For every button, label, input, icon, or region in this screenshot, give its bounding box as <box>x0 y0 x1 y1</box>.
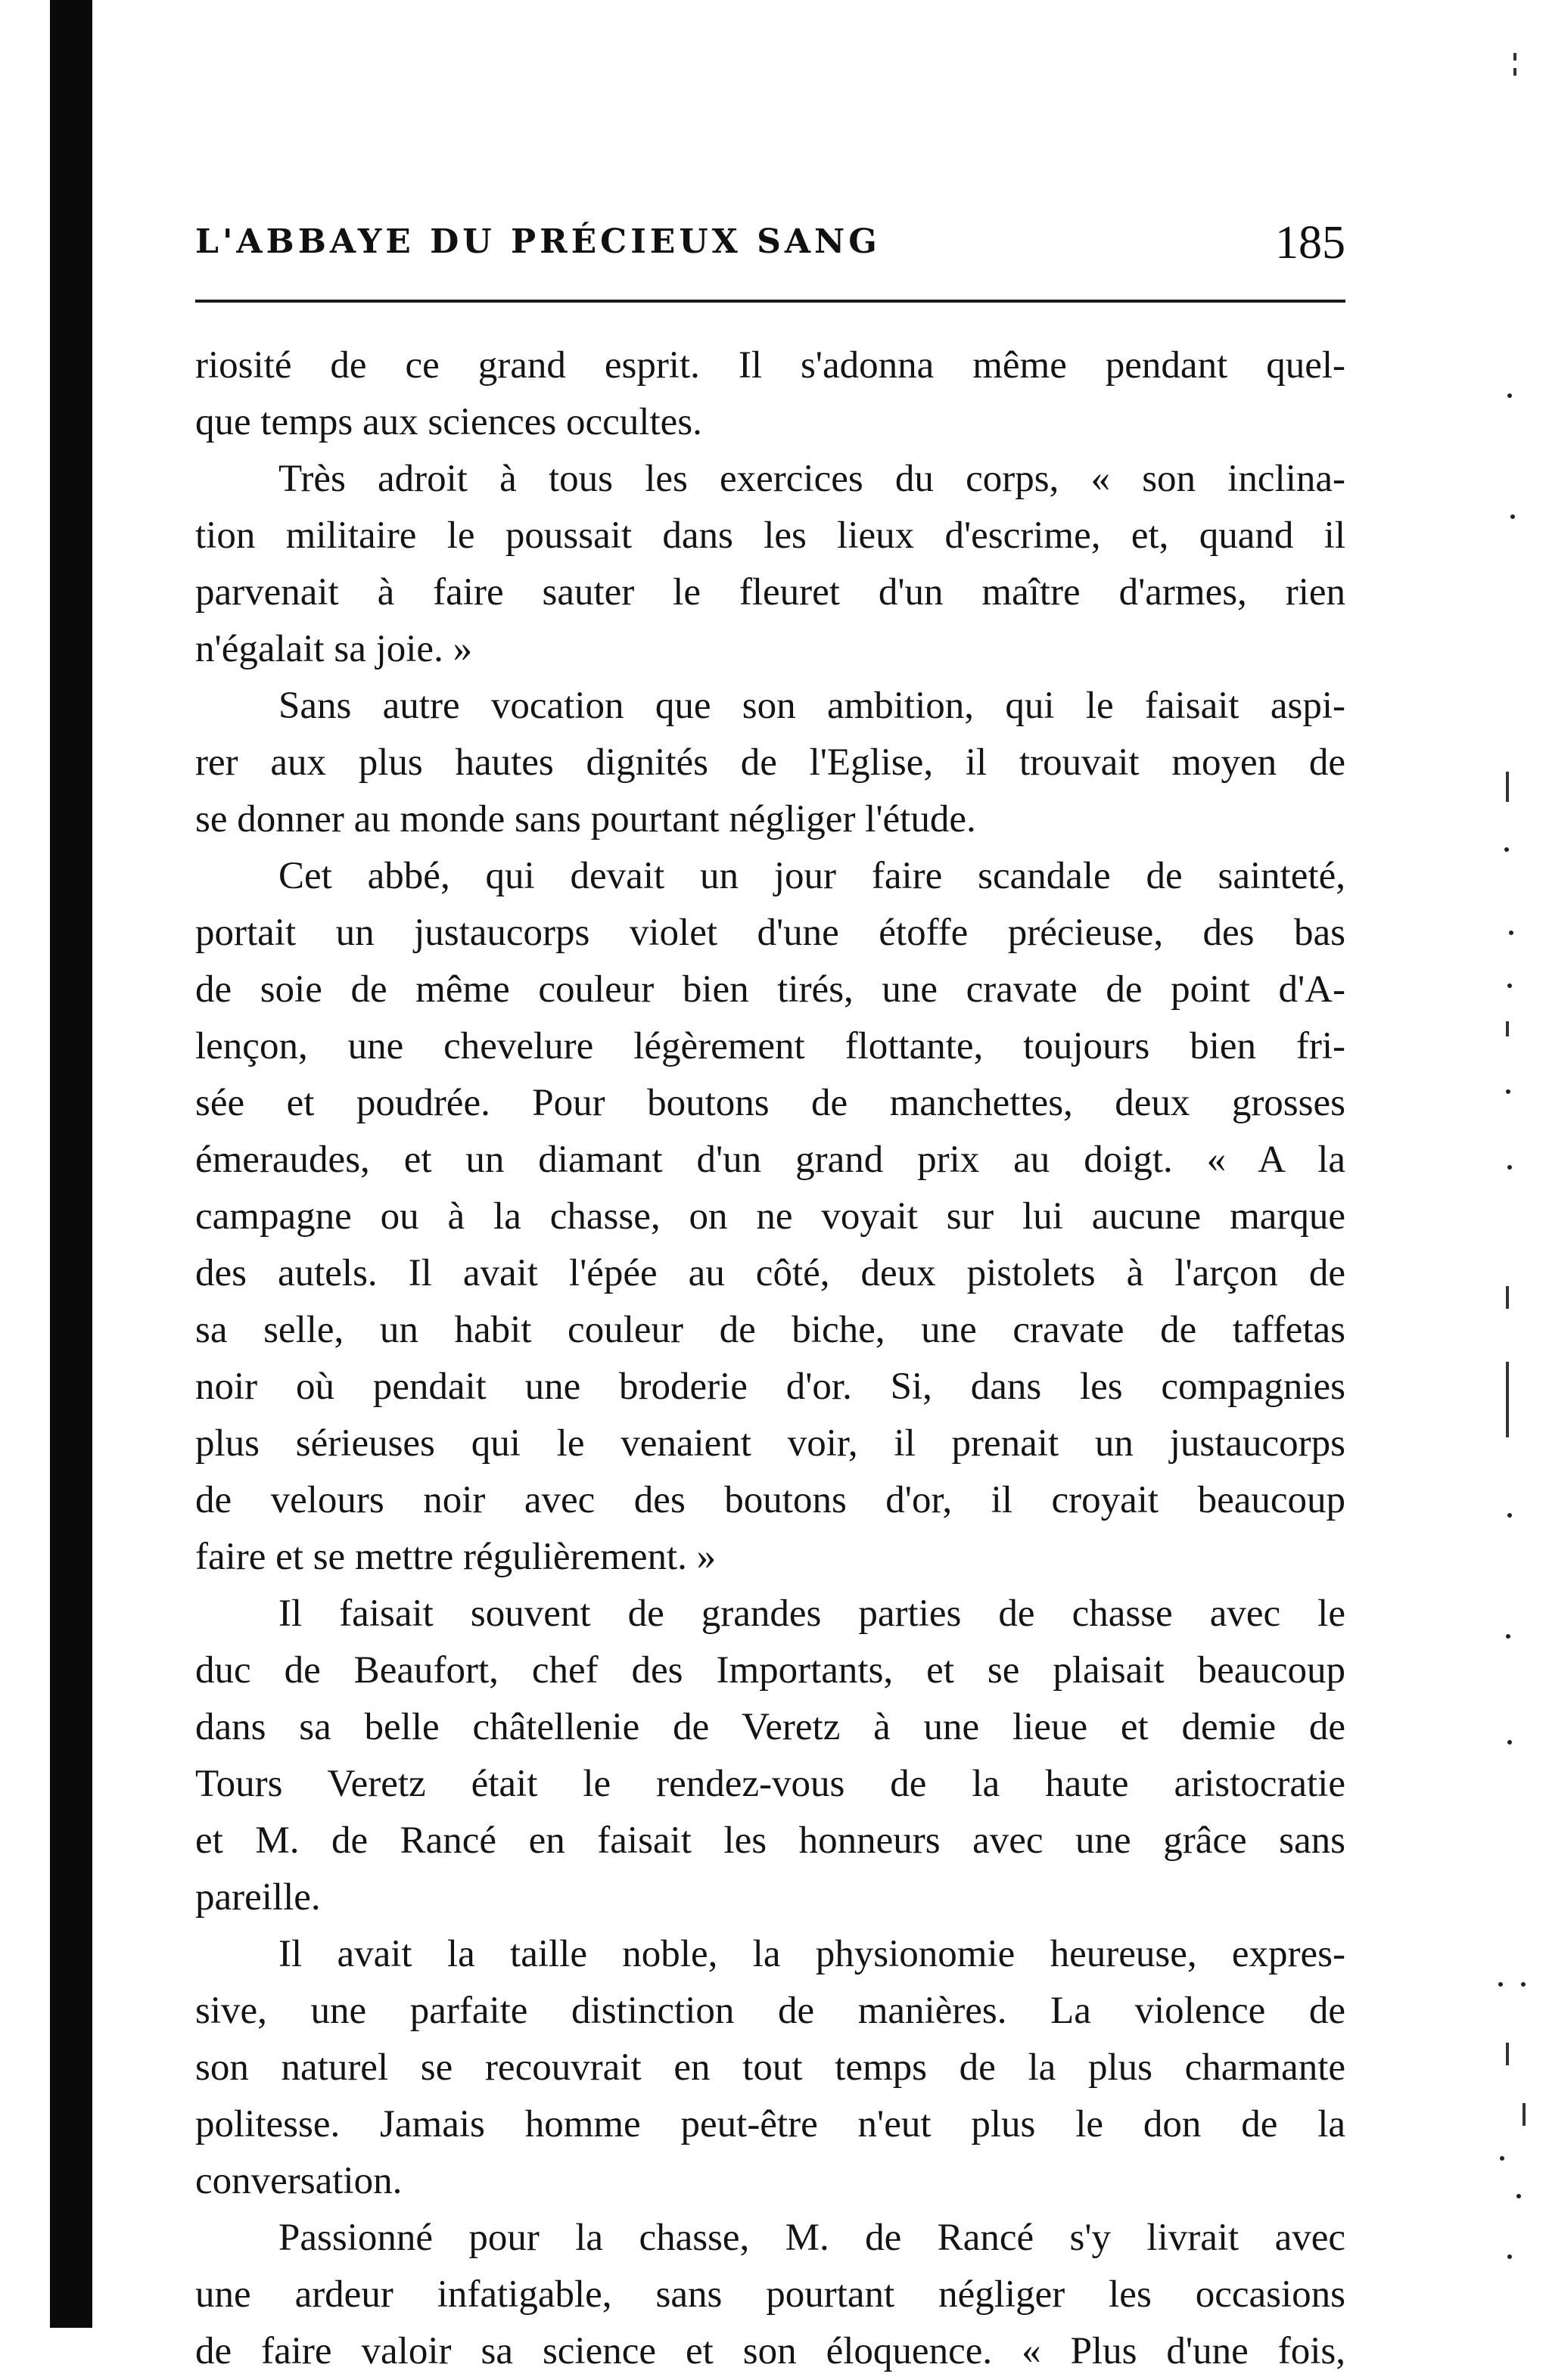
text-line: parvenait à faire sauter le fleuret d'un maître d'armes, rien <box>195 571 1345 614</box>
text-line: une ardeur infatigable, sans pourtant négliger les occasions <box>195 2273 1345 2316</box>
text-line: sive, une parfaite distinction de manières. La violence de <box>195 1990 1345 2032</box>
text-line: pareille. <box>195 1876 321 1919</box>
body-text <box>195 337 1345 2380</box>
text-line: Passionné pour la chasse, M. de Rancé s'y livrait avec <box>278 2217 1345 2259</box>
header-rule <box>195 300 1345 303</box>
text-line: n'égalait sa joie. » <box>195 628 473 670</box>
text-line: des autels. Il avait l'épée au côté, deux pistolets à l'arçon de <box>195 1252 1345 1294</box>
text-line: émeraudes, et un diamant d'un grand prix au doigt. « A la <box>195 1139 1345 1181</box>
text-line: politesse. Jamais homme peut-être n'eut plus le don de la <box>195 2103 1345 2145</box>
text-line: Il avait la taille noble, la physionomie heureuse, expres- <box>278 1933 1345 1975</box>
text-line: faire et se mettre régulièrement. » <box>195 1536 717 1578</box>
text-line: rer aux plus hautes dignités de l'Eglise, il trouvait moyen de <box>195 741 1345 784</box>
text-line: portait un justaucorps violet d'une étoffe précieuse, des bas <box>195 912 1345 954</box>
text-line: Cet abbé, qui devait un jour faire scandale de sainteté, <box>278 855 1345 897</box>
text-line: se donner au monde sans pourtant négliger l'étude. <box>195 798 976 840</box>
text-line: riosité de ce grand esprit. Il s'adonna même pendant quel- <box>195 344 1345 387</box>
text-line: tion militaire le poussait dans les lieux d'escrime, et, quand il <box>195 514 1345 557</box>
text-line: Il faisait souvent de grandes parties de chasse avec le <box>278 1592 1345 1635</box>
page-header <box>195 206 1345 289</box>
text-line: et M. de Rancé en faisait les honneurs avec une grâce sans <box>195 1819 1345 1862</box>
text-line: plus sérieuses qui le venaient voir, il prenait un justaucorps <box>195 1422 1345 1465</box>
text-line: lençon, une chevelure légèrement flottante, toujours bien fri- <box>195 1025 1345 1067</box>
text-line: noir où pendait une broderie d'or. Si, dans les compagnies <box>195 1366 1345 1408</box>
text-line: que temps aux sciences occultes. <box>195 401 702 443</box>
text-line: Très adroit à tous les exercices du corps, « son inclina- <box>278 458 1345 500</box>
text-line: conversation. <box>195 2160 403 2202</box>
running-title: L'ABBAYE DU PRÉCIEUX SANG <box>195 222 881 261</box>
text-line: Sans autre vocation que son ambition, qui le faisait aspi- <box>278 685 1345 727</box>
text-line: Tours Veretz était le rendez-vous de la haute aristocratie <box>195 1763 1345 1805</box>
text-line: de velours noir avec des boutons d'or, il croyait beaucoup <box>195 1479 1345 1521</box>
text-line: sa selle, un habit couleur de biche, une cravate de taffetas <box>195 1309 1345 1351</box>
text-line: dans sa belle châtellenie de Veretz à une lieue et demie de <box>195 1706 1345 1748</box>
text-line: de soie de même couleur bien tirés, une cravate de point d'A- <box>195 968 1345 1011</box>
text-line: son naturel se recouvrait en tout temps de la plus charmante <box>195 2046 1345 2089</box>
book-spine-shadow <box>50 0 92 2328</box>
gutter-noise <box>1491 45 1536 2307</box>
text-line: sée et poudrée. Pour boutons de manchettes, deux grosses <box>195 1082 1345 1124</box>
text-line: duc de Beaufort, chef des Importants, et se plaisait beaucoup <box>195 1649 1345 1692</box>
text-line: de faire valoir sa science et son éloquence. « Plus d'une fois, <box>195 2330 1345 2372</box>
text-line: campagne ou à la chasse, on ne voyait sur lui aucune marque <box>195 1195 1345 1238</box>
page-number: 185 <box>1275 217 1345 269</box>
